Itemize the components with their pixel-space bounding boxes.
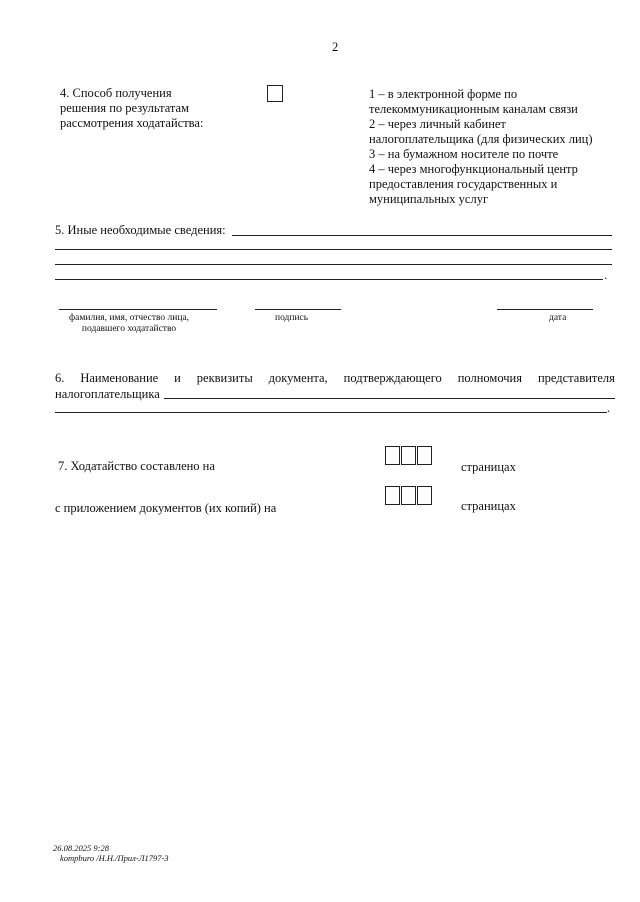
section4-options: [369, 87, 593, 207]
footer-timestamp: 26.08.2025 9:28: [53, 843, 109, 853]
attachment-pages-digit-cell[interactable]: [401, 486, 416, 505]
other-info-line[interactable]: [55, 264, 612, 265]
option-line: предоставления государственных и: [369, 177, 558, 191]
option-line: 2 – через личный кабинет: [369, 117, 506, 131]
section4-label-line: 4. Способ получения: [60, 86, 172, 100]
section6-word: подтверждающего: [343, 371, 442, 385]
attachments-label: с приложением документов (их копий) на: [55, 501, 277, 515]
page-number: 2: [332, 40, 339, 54]
document-details-line[interactable]: [164, 398, 615, 399]
other-info-line[interactable]: [55, 279, 603, 280]
other-info-line[interactable]: [232, 235, 612, 236]
option-line: 3 – на бумажном носителе по почте: [369, 147, 559, 161]
section4-label-line: решения по результатам: [60, 101, 189, 115]
section6-word: Наименование: [80, 371, 159, 385]
pages-digit-cell[interactable]: [385, 446, 400, 465]
name-caption-line: подавшего ходатайство: [81, 324, 177, 334]
option-line: 1 – в электронной форме по: [369, 87, 518, 101]
attachment-pages-digit-cell[interactable]: [385, 486, 400, 505]
footer-reference: kompburo /Н.Н./Прил-Л1797-3: [60, 853, 169, 863]
name-caption: [69, 313, 189, 335]
section6-word: реквизиты: [196, 371, 253, 385]
method-code-cell[interactable]: [267, 85, 283, 102]
section5-label: 5. Иные необходимые сведения:: [55, 223, 226, 237]
section6-word: документа,: [268, 371, 328, 385]
attachment-pages-unit: страницах: [461, 499, 516, 513]
section7-label: 7. Ходатайство составлено на: [58, 459, 215, 473]
section6-end-dot: .: [607, 401, 611, 415]
option-line: 4 – через многофункциональный центр: [369, 162, 578, 176]
sign-caption: подпись: [275, 313, 309, 323]
name-signature-line[interactable]: [59, 309, 217, 310]
section6-heading: [55, 371, 615, 386]
section5-end-dot: .: [604, 268, 608, 282]
pages-digit-cell[interactable]: [401, 446, 416, 465]
pages-digit-cell[interactable]: [417, 446, 432, 465]
section6-word: 6.: [55, 371, 65, 385]
section4-label: [60, 86, 203, 131]
other-info-line[interactable]: [55, 249, 612, 250]
option-line: налогоплательщика (для физических лиц): [369, 132, 593, 146]
date-caption: дата: [549, 313, 567, 323]
section4-label-line: рассмотрения ходатайства:: [60, 116, 204, 130]
document-details-line[interactable]: [55, 412, 607, 413]
option-line: телекоммуникационным каналам связи: [369, 102, 578, 116]
attachment-pages-digit-cell[interactable]: [417, 486, 432, 505]
name-caption-line: фамилия, имя, отчество лица,: [69, 313, 190, 323]
option-line: муниципальных услуг: [369, 192, 489, 206]
section6-word: представителя: [537, 371, 615, 385]
date-line[interactable]: [497, 309, 593, 310]
section6-line2: налогоплательщика: [55, 387, 160, 401]
pages-unit: страницах: [461, 460, 516, 474]
sign-line[interactable]: [255, 309, 341, 310]
section6-word: и: [174, 371, 181, 385]
section6-word: полномочия: [457, 371, 522, 385]
